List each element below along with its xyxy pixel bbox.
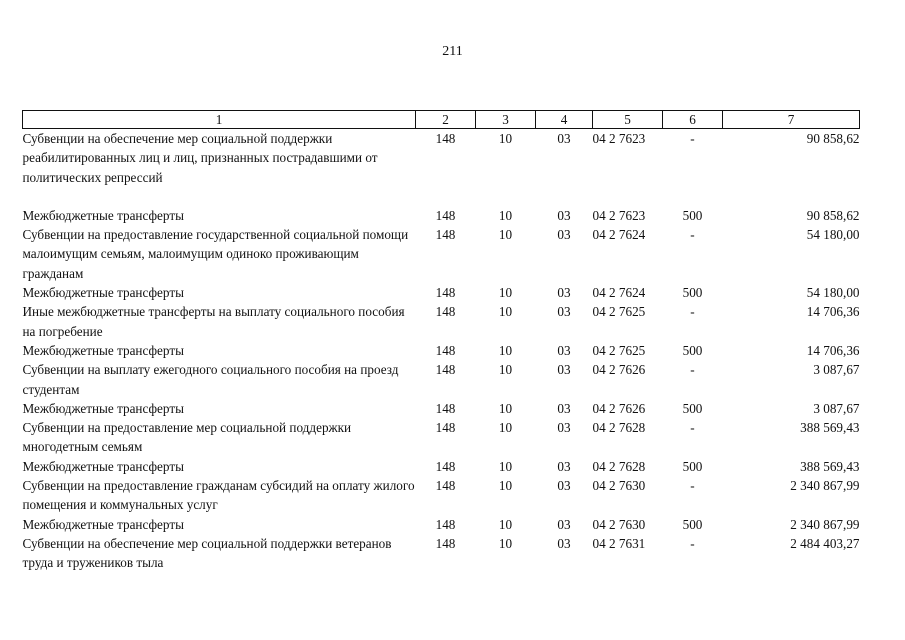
table-row <box>23 457 860 476</box>
row-target-article: 04 2 7624 <box>592 227 646 243</box>
row-target-article: 04 2 7623 <box>592 207 646 223</box>
row-subsection: 03 <box>557 285 571 301</box>
row-expense-type: - <box>690 420 695 436</box>
row-target-article: 04 2 7630 <box>592 516 646 532</box>
column-header-5: 5 <box>593 111 663 129</box>
row-subsection: 03 <box>557 400 571 416</box>
page-number: 211 <box>442 44 463 59</box>
row-admin-code: 148 <box>435 516 456 532</box>
row-section: 10 <box>498 285 513 301</box>
row-amount: 14 706,36 <box>806 342 860 358</box>
row-section: 10 <box>498 516 513 532</box>
table-row <box>23 341 860 360</box>
row-expense-type: - <box>690 227 695 243</box>
row-subsection: 03 <box>557 342 571 358</box>
row-section: 10 <box>498 131 513 146</box>
row-name: Иные межбюджетные трансферты на выплату социального пособия на погребение <box>22 304 405 339</box>
row-section: 10 <box>498 227 513 243</box>
row-subsection: 03 <box>557 362 571 378</box>
row-target-article: 04 2 7631 <box>592 535 646 551</box>
row-admin-code: 148 <box>435 131 456 146</box>
table-body <box>23 129 860 573</box>
column-header-1: 1 <box>23 111 416 129</box>
row-admin-code: 148 <box>435 227 456 243</box>
row-section: 10 <box>498 342 513 358</box>
row-section: 10 <box>498 207 513 223</box>
table-row <box>23 206 860 225</box>
row-name: Межбюджетные трансферты <box>22 342 184 358</box>
row-subsection: 03 <box>557 227 571 243</box>
row-target-article: 04 2 7626 <box>592 362 646 378</box>
row-section: 10 <box>498 362 513 378</box>
table-row <box>23 534 860 573</box>
row-amount: 14 706,36 <box>806 304 860 320</box>
row-target-article: 04 2 7624 <box>592 285 646 301</box>
row-target-article: 04 2 7625 <box>592 304 646 320</box>
row-admin-code: 148 <box>435 478 456 494</box>
table-row <box>23 129 860 187</box>
row-target-article: 04 2 7628 <box>592 458 646 474</box>
row-name: Субвенции на предоставление мер социальной поддержки многодетным семьям <box>22 420 352 455</box>
table-header <box>23 111 860 129</box>
row-name: Субвенции на предоставление государственной социальной помощи малоимущим семьям, малоимущим одиноко проживающим гражданам <box>22 227 409 281</box>
row-name: Межбюджетные трансферты <box>22 516 184 532</box>
row-target-article: 04 2 7626 <box>592 400 646 416</box>
row-target-article: 04 2 7630 <box>592 478 646 494</box>
row-target-article: 04 2 7623 <box>592 131 646 146</box>
row-target-article: 04 2 7625 <box>592 342 646 358</box>
row-subsection: 03 <box>557 458 571 474</box>
row-subsection: 03 <box>557 478 571 494</box>
row-amount: 2 340 867,99 <box>790 478 860 494</box>
row-amount: 54 180,00 <box>806 227 860 243</box>
row-amount: 3 087,67 <box>813 400 860 416</box>
row-expense-type: 500 <box>682 342 703 358</box>
table-row <box>23 515 860 534</box>
row-amount: 388 569,43 <box>800 458 860 474</box>
row-subsection: 03 <box>557 516 571 532</box>
row-admin-code: 148 <box>435 342 456 358</box>
table-row <box>23 418 860 457</box>
row-expense-type: - <box>690 535 695 551</box>
row-expense-type: 500 <box>682 516 703 532</box>
table-row <box>23 476 860 515</box>
row-section: 10 <box>498 478 513 494</box>
row-name: Субвенции на предоставление гражданам субсидий на оплату жилого помещения и коммунальных услуг <box>22 478 415 513</box>
row-section: 10 <box>498 420 513 436</box>
row-subsection: 03 <box>557 207 571 223</box>
row-name: Субвенции на обеспечение мер социальной поддержки ветеранов труда и тружеников тыла <box>22 535 392 571</box>
row-admin-code: 148 <box>435 400 456 416</box>
budget-table <box>22 110 860 573</box>
row-expense-type: - <box>690 304 695 320</box>
row-name: Межбюджетные трансферты <box>22 458 184 474</box>
table-row <box>23 302 860 341</box>
row-name: Межбюджетные трансферты <box>22 285 184 301</box>
row-expense-type: 500 <box>682 400 703 416</box>
row-section: 10 <box>498 535 513 551</box>
column-header-4: 4 <box>536 111 593 129</box>
row-amount: 2 340 867,99 <box>790 516 860 532</box>
row-expense-type: - <box>690 131 695 146</box>
row-amount: 2 484 403,27 <box>790 535 860 551</box>
row-admin-code: 148 <box>435 207 456 223</box>
row-name: Межбюджетные трансферты <box>22 207 184 223</box>
row-amount: 3 087,67 <box>813 362 860 378</box>
row-name: Межбюджетные трансферты <box>22 400 184 416</box>
row-admin-code: 148 <box>435 285 456 301</box>
table-row <box>23 225 860 283</box>
column-header-2: 2 <box>416 111 476 129</box>
row-target-article: 04 2 7628 <box>592 420 646 436</box>
row-amount: 90 858,62 <box>806 207 860 223</box>
row-expense-type: - <box>690 362 695 378</box>
row-expense-type: 500 <box>682 285 703 301</box>
spacer-row <box>23 187 860 206</box>
row-expense-type: 500 <box>682 458 703 474</box>
row-name: Субвенции на обеспечение мер социальной поддержки реабилитированных лиц и лиц, признанных пострадавшими от политических репрессий <box>22 131 378 185</box>
header-row <box>23 111 860 129</box>
row-subsection: 03 <box>557 131 571 146</box>
row-admin-code: 148 <box>435 535 456 551</box>
column-header-3: 3 <box>476 111 536 129</box>
row-amount: 388 569,43 <box>800 420 860 436</box>
row-subsection: 03 <box>557 535 571 551</box>
row-section: 10 <box>498 304 513 320</box>
row-subsection: 03 <box>557 420 571 436</box>
row-name: Субвенции на выплату ежегодного социального пособия на проезд студентам <box>22 362 399 397</box>
row-admin-code: 148 <box>435 362 456 378</box>
row-expense-type: - <box>690 478 695 494</box>
column-header-7: 7 <box>723 111 860 129</box>
row-subsection: 03 <box>557 304 571 320</box>
table-row <box>23 283 860 302</box>
row-admin-code: 148 <box>435 458 456 474</box>
row-admin-code: 148 <box>435 304 456 320</box>
row-section: 10 <box>498 458 513 474</box>
row-admin-code: 148 <box>435 420 456 436</box>
row-expense-type: 500 <box>682 207 703 223</box>
row-amount: 90 858,62 <box>806 131 860 146</box>
column-header-6: 6 <box>663 111 723 129</box>
row-amount: 54 180,00 <box>806 285 860 301</box>
table-row <box>23 360 860 399</box>
table-row <box>23 399 860 418</box>
row-section: 10 <box>498 400 513 416</box>
